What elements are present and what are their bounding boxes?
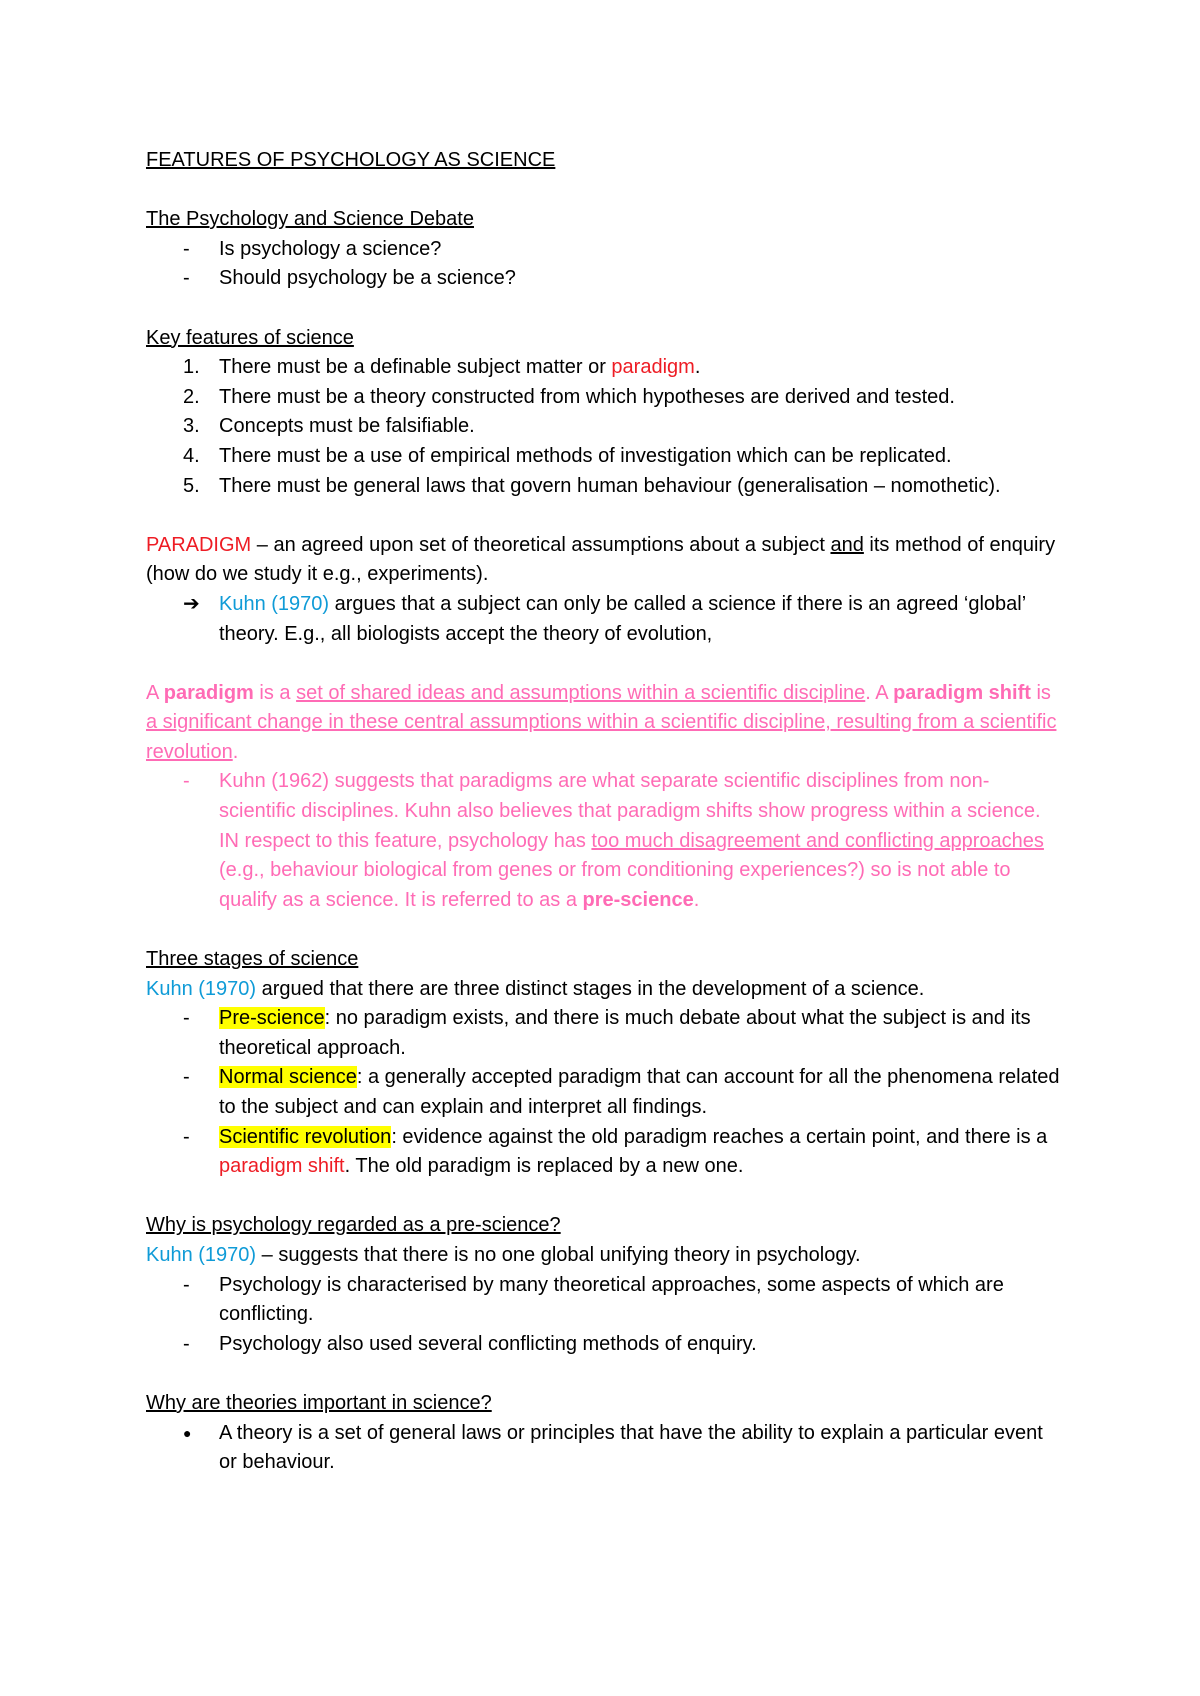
- document-body: [146, 146, 1066, 1478]
- theories-heading: Why are theories important in science?: [146, 1391, 492, 1414]
- list-item: - Kuhn (1962) suggests that paradigms are what separate scientific disciplines from non-scientific disciplines. Kuhn also believes that paradigm shifts show progress within a science. IN respect to this feature, psychology has too much disagreement and conflicting approaches (e.g., behaviour biological from genes or from conditioning experiences?) so is not able to qualify as a science. It is referred to as a pre-science.: [146, 767, 1066, 915]
- dash-marker: -: [183, 1066, 190, 1089]
- arrow-icon: ➔: [183, 592, 200, 615]
- list-item: - Scientific revolution: evidence against the old paradigm reaches a certain point, and there is a paradigm shift. The old paradigm is replaced by a new one.: [146, 1123, 1066, 1182]
- list-item: - Psychology is characterised by many theoretical approaches, some aspects of which are conflicting.: [146, 1271, 1066, 1330]
- paradigm-term: paradigm: [611, 356, 695, 379]
- list-item: - Is psychology a science?: [146, 235, 1066, 265]
- bullet-icon: ●: [183, 1424, 192, 1441]
- dash-marker: -: [183, 267, 190, 290]
- list-item: - Normal science: a generally accepted paradigm that can account for all the phenomena related to the subject and can explain and interpret all findings.: [146, 1063, 1066, 1122]
- stages-intro: Kuhn (1970) argued that there are three distinct stages in the development of a science.: [146, 977, 925, 1000]
- dash-marker: -: [183, 1125, 190, 1148]
- dash-marker: -: [183, 237, 190, 260]
- author-citation: Kuhn (1970): [219, 592, 330, 615]
- numbered-item: 2. There must be a theory constructed from which hypotheses are derived and tested.: [183, 385, 955, 408]
- key-features-heading: Key features of science: [146, 326, 354, 349]
- author-citation: Kuhn (1970): [146, 977, 257, 1000]
- prescience-intro: Kuhn (1970) – suggests that there is no one global unifying theory in psychology.: [146, 1243, 861, 1266]
- list-item: - Should psychology be a science?: [146, 264, 1066, 294]
- list-item: - Psychology also used several conflicting methods of enquiry.: [146, 1330, 1066, 1360]
- paradigm-definition: PARADIGM – an agreed upon set of theoretical assumptions about a subject and its method of enquiry (how do we study it e.g., experiments).: [146, 533, 1056, 586]
- author-citation: Kuhn (1970): [146, 1243, 257, 1266]
- numbered-item: 1. There must be a definable subject matter or paradigm.: [183, 356, 701, 379]
- numbered-item: 4. There must be a use of empirical methods of investigation which can be replicated.: [183, 444, 952, 467]
- highlighted-term: Normal science: [219, 1066, 357, 1089]
- dash-marker: -: [183, 770, 190, 793]
- dash-marker: -: [183, 1273, 190, 1296]
- stages-heading: Three stages of science: [146, 948, 359, 971]
- dash-marker: -: [183, 1332, 190, 1355]
- list-item: - Pre-science: no paradigm exists, and there is much debate about what the subject is and its theoretical approach.: [146, 1004, 1066, 1063]
- numbered-item: 3. Concepts must be falsifiable.: [183, 415, 475, 438]
- highlighted-term: Pre-science: [219, 1007, 325, 1030]
- paradigm-shift-paragraph: A paradigm is a set of shared ideas and assumptions within a scientific discipline. A paradigm shift is a significant change in these central assumptions within a scientific discipline, resulting from a scientific revolution.: [146, 681, 1057, 763]
- list-item: ● A theory is a set of general laws or principles that have the ability to explain a particular event or behaviour.: [146, 1419, 1066, 1478]
- page-title: FEATURES OF PSYCHOLOGY AS SCIENCE: [146, 149, 556, 171]
- dash-marker: -: [183, 1007, 190, 1030]
- prescience-heading: Why is psychology regarded as a pre-science?: [146, 1214, 561, 1237]
- numbered-item: 5. There must be general laws that govern human behaviour (generalisation – nomothetic).: [183, 474, 1001, 497]
- arrow-item: ➔ Kuhn (1970) argues that a subject can only be called a science if there is an agreed ‘global’ theory. E.g., all biologists accept the theory of evolution,: [146, 590, 1066, 649]
- debate-heading: The Psychology and Science Debate: [146, 208, 474, 231]
- highlighted-term: Scientific revolution: [219, 1125, 392, 1148]
